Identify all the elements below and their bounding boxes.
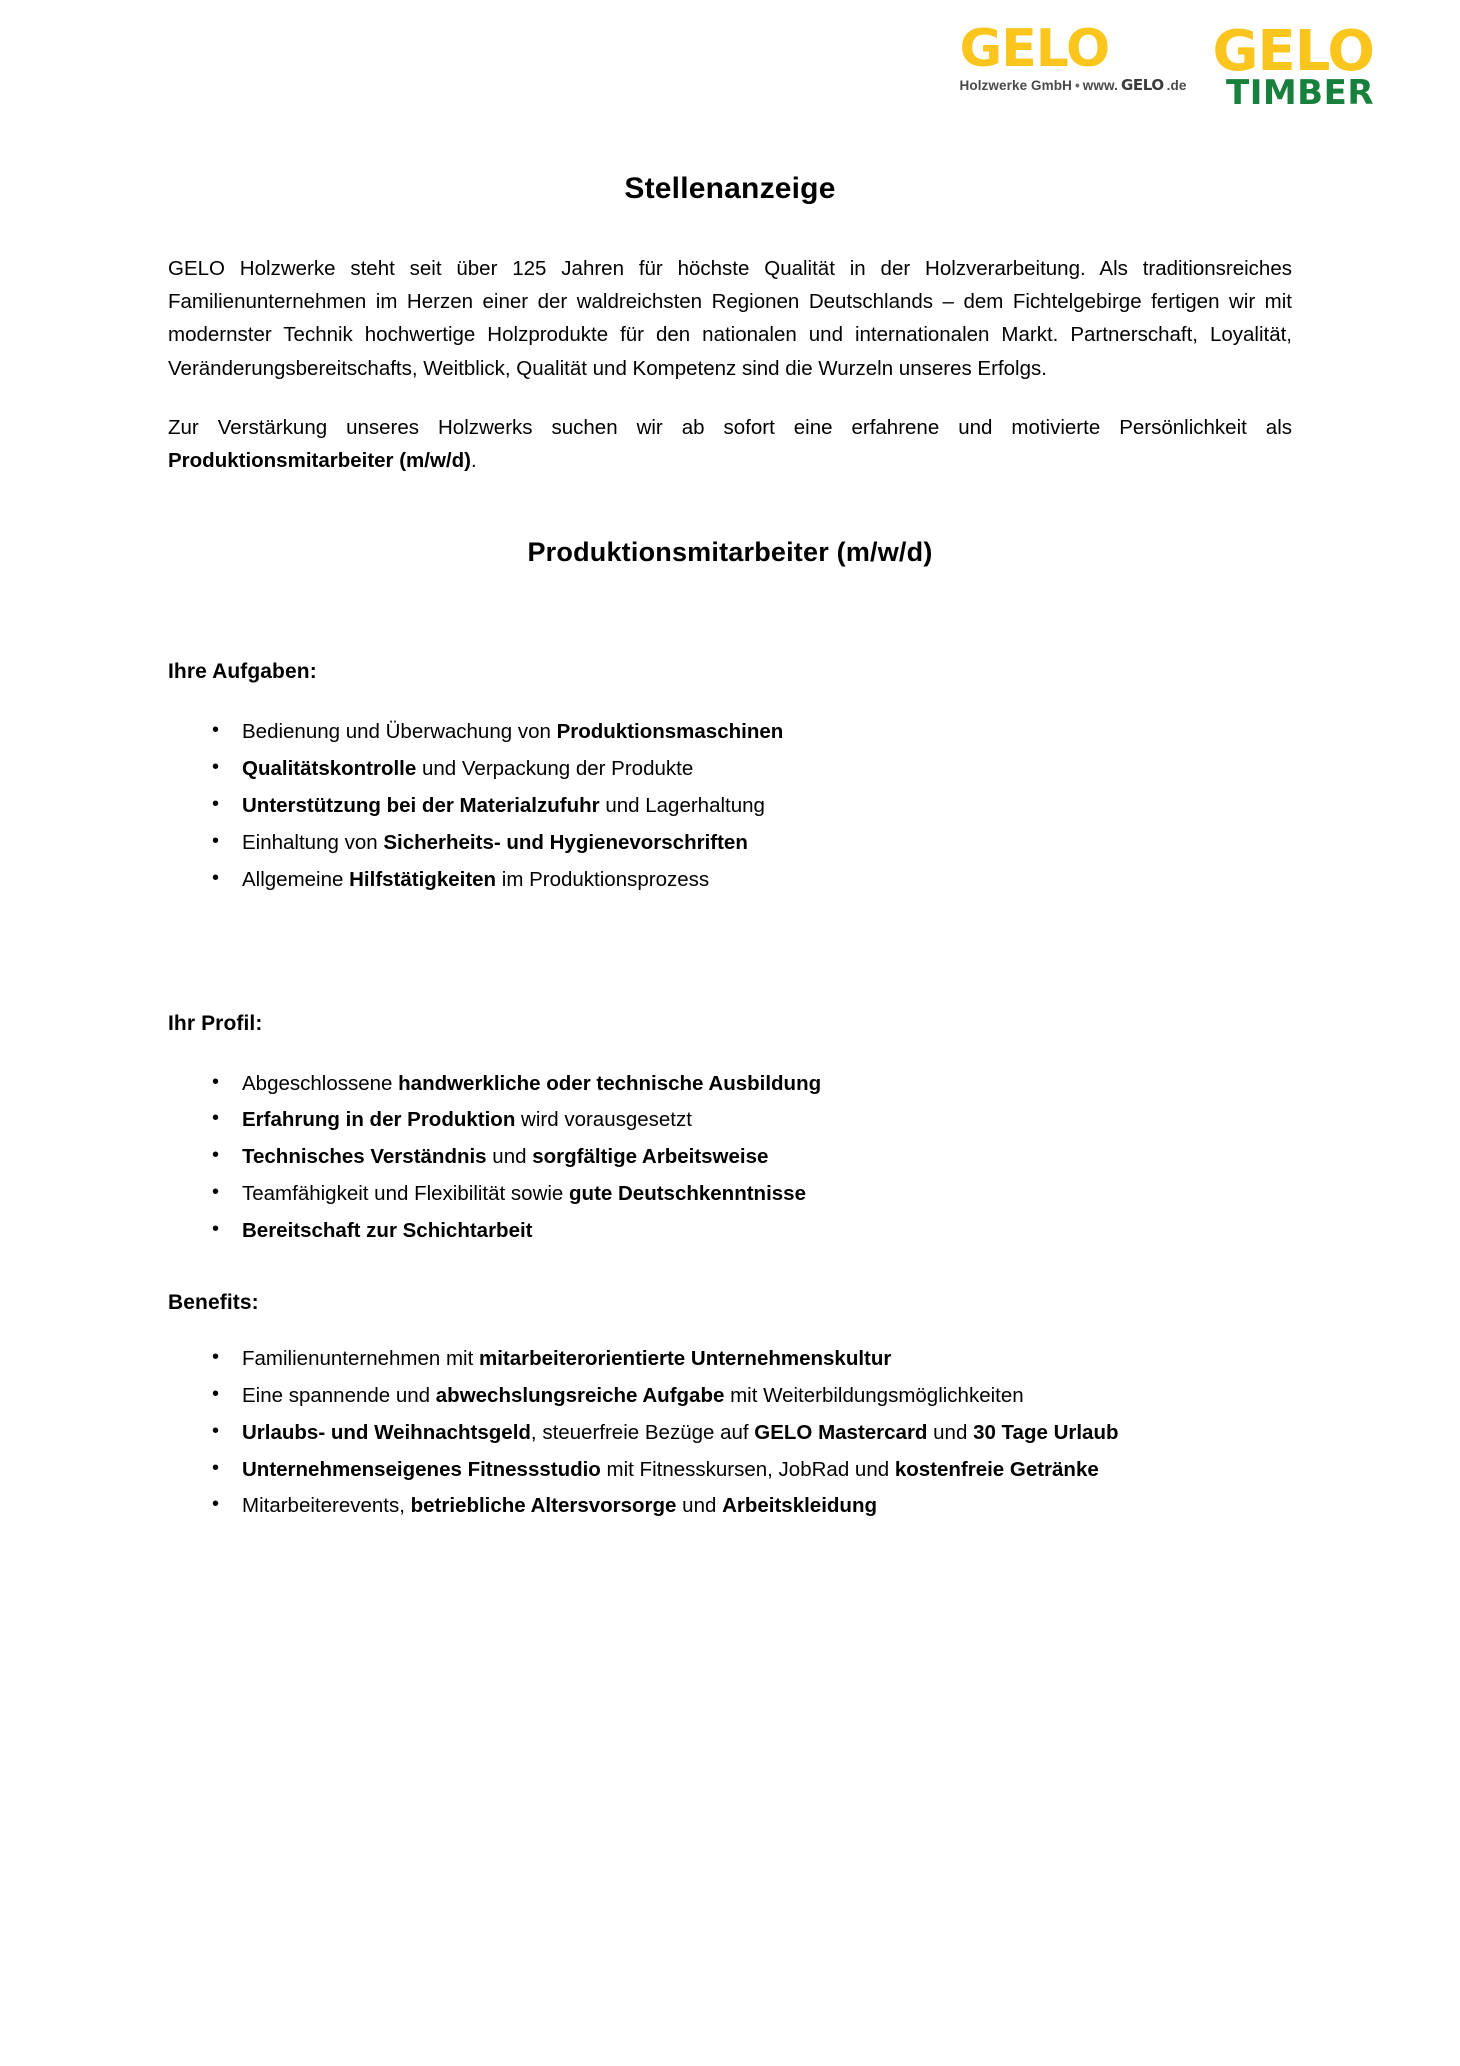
search-paragraph-lead: Zur Verstärkung unseres Holzwerks suchen wir ab sofort eine erfahrene und motivierte Persönlichkeit als xyxy=(168,415,1292,439)
item-post: im Produktionsprozess xyxy=(496,867,710,891)
item-bold: Hilfstätigkeiten xyxy=(349,867,497,891)
page-title: Stellenanzeige xyxy=(624,172,836,205)
gelo-wordmark: GELO xyxy=(959,19,1110,79)
gelo-tagline xyxy=(959,75,1187,94)
item-bold: Bereitschaft zur Schichtarbeit xyxy=(242,1219,533,1243)
item-mid: und xyxy=(486,1145,533,1169)
item-bold: Produktionsmaschinen xyxy=(556,720,784,744)
item-pre: Abgeschlossene xyxy=(242,1071,399,1095)
list-item xyxy=(168,1382,1292,1410)
list-item xyxy=(168,1217,1292,1245)
item-pre: Eine spannende und xyxy=(242,1383,436,1407)
section-heading-aufgaben: Ihre Aufgaben: xyxy=(168,660,317,684)
item-bold: Sicherheits- und Hygienevorschriften xyxy=(383,830,748,854)
tagline-separator-icon: • xyxy=(1074,77,1080,93)
item-bold: Erfahrung in der Produktion xyxy=(242,1108,516,1132)
list-item xyxy=(168,1419,1292,1447)
section-aufgaben xyxy=(168,660,1292,893)
item-post: und Lagerhaltung xyxy=(599,793,765,817)
list-item xyxy=(168,792,1292,820)
item-bold: Qualitätskontrolle xyxy=(242,757,417,781)
item-bold: handwerkliche oder technische Ausbildung xyxy=(398,1071,822,1095)
item-mid2: und xyxy=(927,1420,974,1444)
item-bold2: sorgfältige Arbeitsweise xyxy=(532,1145,769,1169)
search-paragraph xyxy=(168,411,1292,477)
item-post: wird vorausgesetzt xyxy=(515,1108,692,1132)
item-mid: mit Fitnesskursen, JobRad und xyxy=(600,1457,895,1481)
item-mid: und xyxy=(676,1494,723,1518)
item-pre: Bedienung und Überwachung von xyxy=(242,720,557,744)
item-post: mit Weiterbildungsmöglichkeiten xyxy=(724,1383,1024,1407)
list-item xyxy=(168,1143,1292,1171)
search-paragraph-tail: . xyxy=(470,449,477,473)
search-paragraph-role: Produktionsmitarbeiter (m/w/d) xyxy=(168,449,471,473)
job-title-heading: Produktionsmitarbeiter (m/w/d) xyxy=(527,537,933,568)
item-bold: Unternehmenseigenes Fitnessstudio xyxy=(242,1457,601,1481)
item-mid: , steuerfreie Bezüge auf xyxy=(530,1420,755,1444)
item-bold: gute Deutschkenntnisse xyxy=(569,1182,806,1206)
list-item xyxy=(168,1345,1292,1373)
section-heading-benefits: Benefits: xyxy=(168,1290,259,1314)
list-item xyxy=(168,866,1292,894)
section-benefits xyxy=(168,1291,1292,1520)
tagline-www: www. xyxy=(1082,77,1118,93)
item-bold2: Arbeitskleidung xyxy=(722,1494,877,1518)
item-bold: mitarbeiterorientierte Unternehmenskultur xyxy=(479,1346,892,1370)
list-item xyxy=(168,1106,1292,1134)
list-item xyxy=(168,755,1292,783)
profil-list xyxy=(168,1070,1292,1245)
list-item xyxy=(168,829,1292,857)
logo-bar xyxy=(959,19,1374,113)
item-bold: Urlaubs- und Weihnachtsgeld xyxy=(242,1420,531,1444)
gelo-timber-logo xyxy=(1212,19,1374,113)
list-item xyxy=(168,1456,1292,1484)
benefits-list xyxy=(168,1345,1292,1520)
item-pre: Familienunternehmen mit xyxy=(242,1346,479,1370)
item-bold3: 30 Tage Urlaub xyxy=(973,1420,1119,1444)
item-bold: Technisches Verständnis xyxy=(242,1145,487,1169)
intro-paragraph: GELO Holzwerke steht seit über 125 Jahren für höchste Qualität in der Holzverarbeitung. Als traditionsreiches Familienunternehmen im Herzen einer der waldreichsten Regionen Deutschlands – dem Fichtelgebirge fertigen wir mit modernster Technik hochwertige Holzprodukte für den nationalen und internationalen Markt. Partnerschaft, Loyalität, Veränderungsbereitschafts, Weitblick, Qualität und Kompetenz sind die Wurzeln unseres Erfolgs. xyxy=(168,257,1292,380)
item-pre: Allgemeine xyxy=(242,867,350,891)
aufgaben-list xyxy=(168,718,1292,893)
item-pre: Einhaltung von xyxy=(242,830,384,854)
timber-wordmark: TIMBER xyxy=(1226,72,1374,113)
section-heading-profil: Ihr Profil: xyxy=(168,1011,263,1035)
tagline-brand: GELO xyxy=(1120,75,1164,94)
item-pre: Teamfähigkeit und Flexibilität sowie xyxy=(242,1182,570,1206)
gelo-timber-wordmark: GELO xyxy=(1212,19,1374,84)
list-item xyxy=(168,1492,1292,1520)
gelo-holzwerke-logo xyxy=(959,19,1187,94)
item-pre: Mitarbeiterevents, xyxy=(242,1494,411,1518)
item-bold: abwechslungsreiche Aufgabe xyxy=(435,1383,725,1407)
list-item xyxy=(168,1180,1292,1208)
item-bold2: GELO Mastercard xyxy=(754,1420,928,1444)
list-item xyxy=(168,718,1292,746)
item-bold: Unterstützung bei der Materialzufuhr xyxy=(242,793,600,817)
tagline-tld: .de xyxy=(1166,77,1187,93)
list-item xyxy=(168,1070,1292,1098)
item-bold2: kostenfreie Getränke xyxy=(894,1457,1099,1481)
document-content xyxy=(168,172,1292,1520)
item-bold: betriebliche Altersvorsorge xyxy=(410,1494,677,1518)
section-profil xyxy=(168,1012,1292,1245)
tagline-prefix: Holzwerke GmbH xyxy=(959,77,1072,93)
item-post: und Verpackung der Produkte xyxy=(416,757,694,781)
